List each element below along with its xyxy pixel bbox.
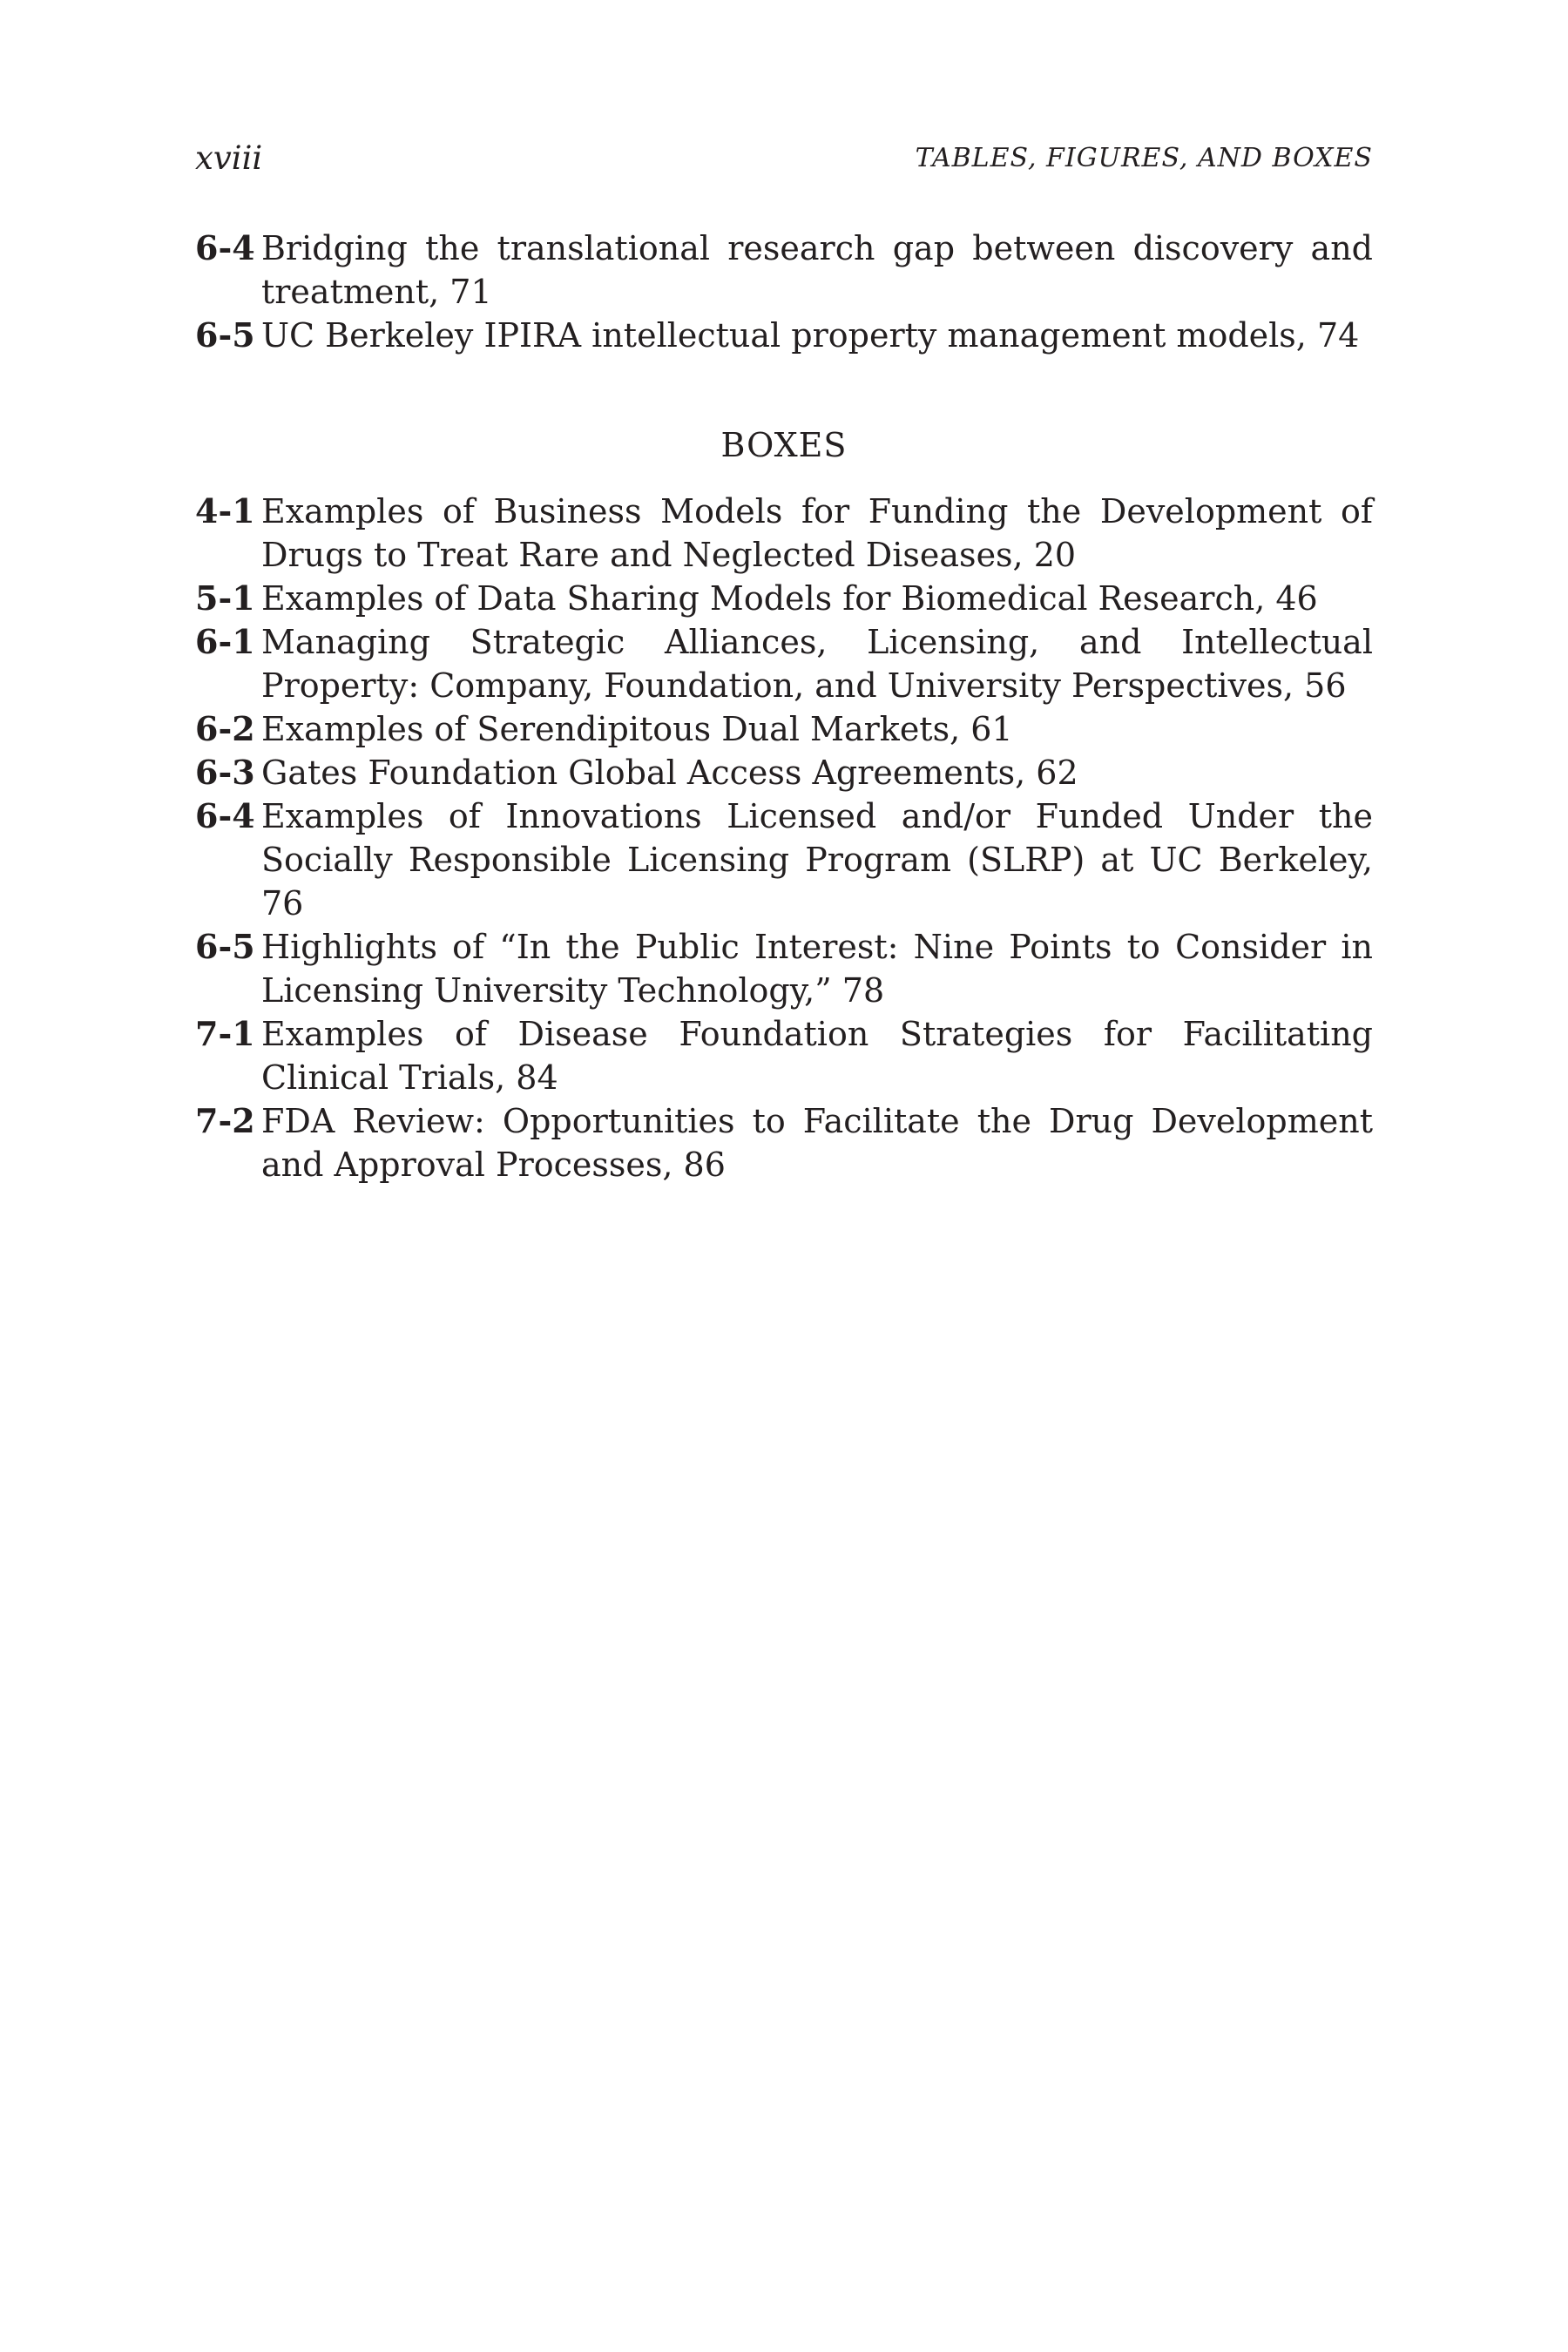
entry-number: 6-3: [195, 753, 255, 792]
entry-number: 4-1: [195, 491, 255, 531]
list-item: [195, 707, 1373, 751]
entry-title: Highlights of “In the Public Interest: Nine Points to Consider in Licensing University Technology,” 78: [261, 928, 1373, 1010]
entry-title: Examples of Innovations Licensed and/or Funded Under the Socially Responsible Licensing Program (SLRP) at UC Berkeley, 76: [261, 797, 1373, 923]
page-number: xviii: [195, 139, 263, 177]
entry-number: 6-5: [195, 315, 255, 355]
list-item: [195, 226, 1373, 314]
list-item: [195, 1012, 1373, 1099]
document-page: [195, 0, 1373, 2352]
entry-number: 6-4: [195, 796, 255, 835]
entry-title: Examples of Data Sharing Models for Biomedical Research, 46: [261, 579, 1318, 618]
boxes-list: [195, 490, 1373, 1186]
list-item: [195, 577, 1373, 620]
list-item: [195, 925, 1373, 1012]
entry-title: Examples of Business Models for Funding the Development of Drugs to Treat Rare and Neglected Diseases, 20: [261, 492, 1373, 574]
entry-title: UC Berkeley IPIRA intellectual property management models, 74: [261, 316, 1360, 355]
list-item: [195, 751, 1373, 794]
entry-number: 6-1: [195, 622, 255, 661]
entry-title: Bridging the translational research gap between discovery and treatment, 71: [261, 229, 1373, 311]
entry-number: 6-5: [195, 927, 255, 966]
entry-title: Examples of Serendipitous Dual Markets, 61: [261, 710, 1013, 748]
entry-number: 6-4: [195, 228, 255, 267]
list-item: [195, 1099, 1373, 1186]
entry-title: Gates Foundation Global Access Agreements, 62: [261, 754, 1078, 792]
section-heading-boxes: BOXES: [720, 426, 848, 464]
list-item: [195, 620, 1373, 707]
running-head: [195, 139, 1373, 178]
entry-number: 7-1: [195, 1014, 255, 1053]
entry-number: 7-2: [195, 1101, 255, 1140]
list-item: [195, 314, 1373, 357]
entry-number: 5-1: [195, 578, 255, 618]
running-head-title: TABLES, FIGURES, AND BOXES: [915, 143, 1373, 173]
list-item: [195, 490, 1373, 577]
entry-title: Managing Strategic Alliances, Licensing, and Intellectual Property: Company, Foundation, and University Perspectives, 56: [261, 623, 1373, 705]
list-item: [195, 794, 1373, 925]
entry-number: 6-2: [195, 709, 255, 748]
figures-list: [195, 226, 1373, 357]
entry-title: Examples of Disease Foundation Strategies for Facilitating Clinical Trials, 84: [261, 1015, 1373, 1097]
entry-title: FDA Review: Opportunities to Facilitate the Drug Development and Approval Processes, 86: [261, 1102, 1373, 1184]
